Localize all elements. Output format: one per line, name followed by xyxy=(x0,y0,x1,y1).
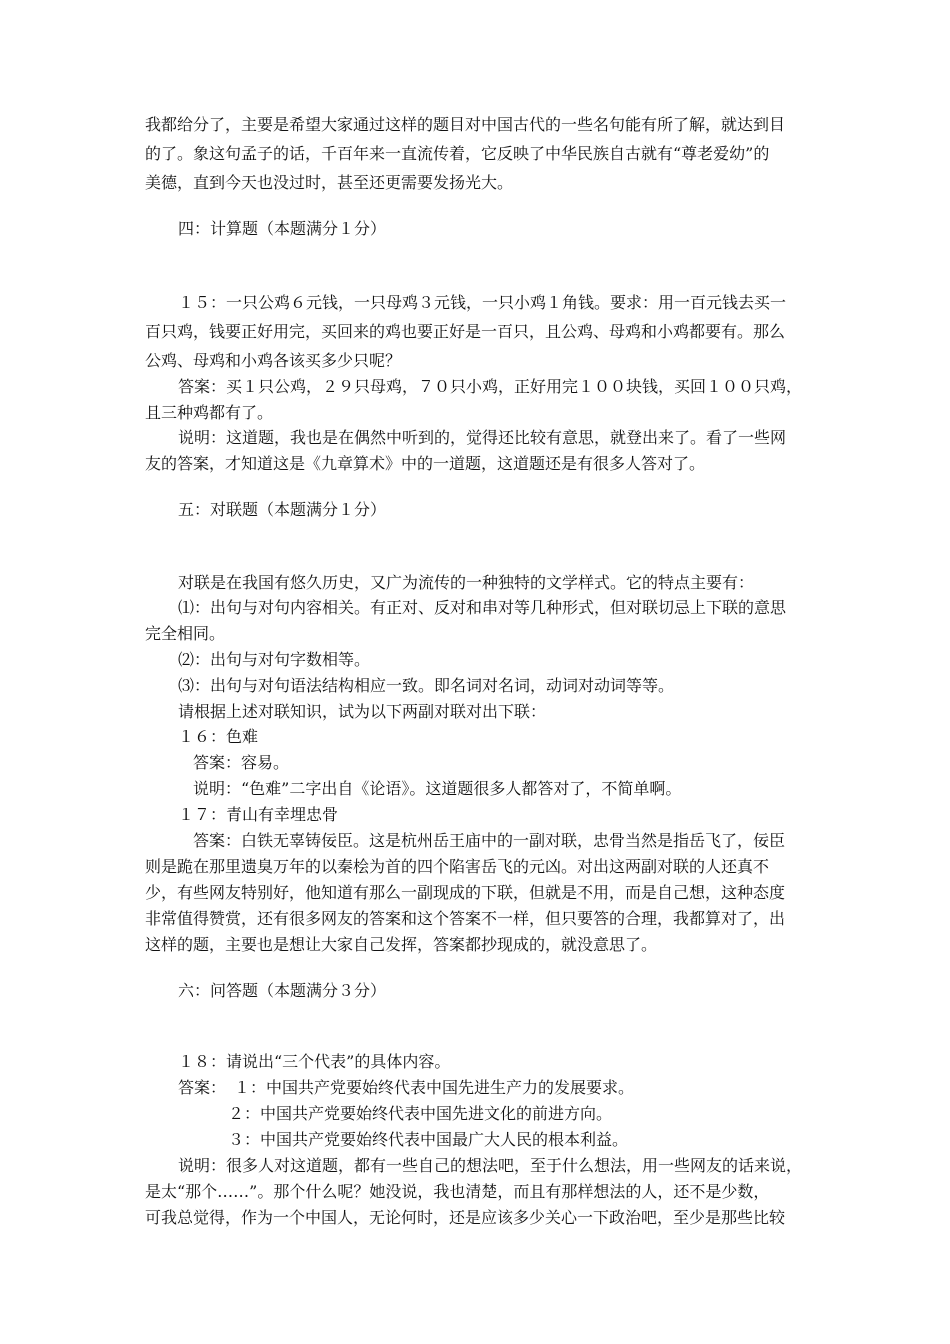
text-line: 友的答案，才知道这是《九章算术》中的一道题，这道题还是有很多人答对了。 xyxy=(145,454,706,473)
text-line: 说明：这道题，我也是在偶然中听到的，觉得还比较有意思，就登出来了。看了一些网 xyxy=(178,428,787,447)
section-heading: 六：问答题（本题满分３分） xyxy=(178,981,387,1000)
text-line: 说明：“色难”二字出自《论语》。这道题很多人都答对了，不简单啊。 xyxy=(193,779,682,798)
text-line: 这样的题，主要也是想让大家自己发挥，答案都抄现成的，就没意思了。 xyxy=(145,935,658,954)
text-line: 请根据上述对联知识，试为以下两副对联对出下联： xyxy=(178,702,547,721)
text-line: 可我总觉得，作为一个中国人，无论何时，还是应该多少关心一下政治吧，至少是那些比较 xyxy=(145,1208,786,1227)
text-line: ⑶：出句与对句语法结构相应一致。即名词对名词，动词对动词等等。 xyxy=(178,676,675,695)
section-heading: 五：对联题（本题满分１分） xyxy=(178,500,387,519)
text-line: １６：色难 xyxy=(178,727,259,746)
text-line: 答案：容易。 xyxy=(193,753,290,772)
text-line: 完全相同。 xyxy=(145,624,226,643)
text-line: 说明：很多人对这道题，都有一些自己的想法吧，至于什么想法，用一些网友的话来说， xyxy=(178,1156,803,1175)
text-line: 答案：买１只公鸡，２９只母鸡，７０只小鸡，正好用完１００块钱，买回１００只鸡， xyxy=(178,377,803,396)
text-line: ２：中国共产党要始终代表中国先进文化的前进方向。 xyxy=(228,1104,613,1123)
text-line: 答案：白铁无辜铸佞臣。这是杭州岳王庙中的一副对联，忠骨当然是指岳飞了，佞臣 xyxy=(193,831,786,850)
text-line: １８：请说出“三个代表”的具体内容。 xyxy=(178,1052,451,1071)
text-line: 答案： １：中国共产党要始终代表中国先进生产力的发展要求。 xyxy=(178,1078,635,1097)
text-line: 少，有些网友特别好，他知道有那么一副现成的下联，但就是不用，而是自己想，这种态度 xyxy=(145,883,786,902)
text-line: 是太“那个……”。那个什么呢？她没说，我也清楚，而且有那样想法的人，还不是少数， xyxy=(145,1182,770,1201)
text-line: 百只鸡，钱要正好用完，买回来的鸡也要正好是一百只，且公鸡、母鸡和小鸡都要有。那么 xyxy=(145,322,786,341)
text-line: 的了。象这句孟子的话，千百年来一直流传着，它反映了中华民族自古就有“尊老爱幼”的 xyxy=(145,144,770,163)
text-line: ⑵：出句与对句字数相等。 xyxy=(178,650,371,669)
text-line: 我都给分了，主要是希望大家通过这样的题目对中国古代的一些名句能有所了解，就达到目 xyxy=(145,115,786,134)
text-line: １５：一只公鸡６元钱，一只母鸡３元钱，一只小鸡１角钱。要求：用一百元钱去买一 xyxy=(178,293,787,312)
text-line: 非常值得赞赏，还有很多网友的答案和这个答案不一样，但只要答的合理，我都算对了，出 xyxy=(145,909,786,928)
text-line: 则是跪在那里遗臭万年的以秦桧为首的四个陷害岳飞的元凶。对出这两副对联的人还真不 xyxy=(145,857,770,876)
text-line: 公鸡、母鸡和小鸡各该买多少只呢？ xyxy=(145,351,402,370)
text-line: ⑴：出句与对句内容相关。有正对、反对和串对等几种形式，但对联切忌上下联的意思 xyxy=(178,598,787,617)
text-line: 美德，直到今天也没过时，甚至还更需要发扬光大。 xyxy=(145,173,514,192)
section-heading: 四：计算题（本题满分１分） xyxy=(178,219,387,238)
text-line: ３：中国共产党要始终代表中国最广大人民的根本利益。 xyxy=(228,1130,629,1149)
text-line: 对联是在我国有悠久历史，又广为流传的一种独特的文学样式。它的特点主要有： xyxy=(178,573,755,592)
text-line: 且三种鸡都有了。 xyxy=(145,403,274,422)
text-line: １７：青山有幸埋忠骨 xyxy=(178,805,339,824)
